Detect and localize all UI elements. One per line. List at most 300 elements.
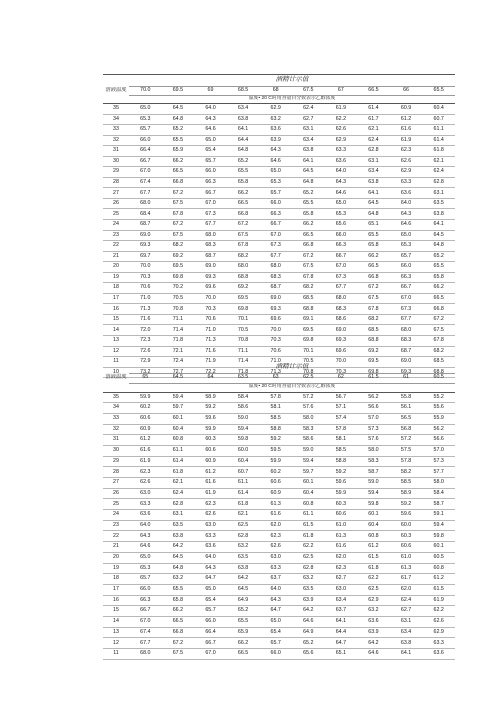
temperature-cell: 23 [103,230,129,241]
value-cell: 70.5 [292,357,325,368]
value-cell: 60.1 [422,542,455,553]
value-cell: 61.5 [422,584,455,595]
value-cell: 66.7 [259,220,292,231]
value-cell: 64.5 [292,167,325,178]
value-cell: 61.7 [390,574,423,585]
value-cell: 64.0 [194,104,227,115]
value-cell: 65.4 [194,595,227,606]
value-cell: 66.8 [162,627,195,638]
value-cell: 60.0 [227,445,260,456]
value-cell: 67.7 [325,283,358,294]
column-header: 64.5 [162,373,195,383]
value-cell: 70.6 [259,346,292,357]
value-cell: 68.3 [259,272,292,283]
value-cell: 65.4 [259,627,292,638]
value-cell: 62.9 [325,135,358,146]
value-cell: 60.7 [422,114,455,125]
value-cell: 61.3 [390,563,423,574]
value-cell: 66.5 [292,230,325,241]
value-cell: 66.3 [194,177,227,188]
value-cell: 63.6 [390,188,423,199]
value-cell: 63.9 [292,595,325,606]
value-cell: 61.2 [194,467,227,478]
value-cell: 68.8 [227,272,260,283]
value-cell: 69.3 [259,304,292,315]
value-cell: 61.4 [227,488,260,499]
value-cell: 69.3 [325,336,358,347]
value-cell: 59.6 [325,478,358,489]
temperature-cell: 29 [103,167,129,178]
value-cell: 70.1 [292,346,325,357]
value-cell: 69.2 [162,251,195,262]
column-header: 66.5 [357,87,390,96]
temperature-cell: 13 [103,336,129,347]
value-cell: 59.6 [194,413,227,424]
value-cell: 60.4 [292,488,325,499]
value-cell: 62.0 [325,552,358,563]
value-cell: 65.2 [292,638,325,649]
value-cell: 60.2 [259,467,292,478]
value-cell: 56.7 [325,392,358,403]
table-row [103,392,455,403]
column-header: 70.0 [129,87,162,96]
temperature-cell: 17 [103,584,129,595]
value-cell: 62.9 [357,595,390,606]
value-cell: 65.3 [129,114,162,125]
value-cell: 71.4 [227,357,260,368]
value-cell: 65.8 [422,272,455,283]
table-row [103,272,455,283]
value-cell: 62.8 [292,563,325,574]
value-cell: 69.3 [194,272,227,283]
value-cell: 64.3 [390,209,423,220]
table-row [103,542,455,553]
value-cell: 61.1 [422,125,455,136]
value-cell: 62.4 [292,104,325,115]
value-cell: 62.2 [422,606,455,617]
table-title-row [103,75,455,87]
temperature-cell: 19 [103,272,129,283]
value-cell: 67.3 [259,241,292,252]
value-cell: 73.2 [129,367,162,378]
temperature-cell: 18 [103,283,129,294]
value-cell: 67.5 [162,230,195,241]
value-cell: 62.6 [422,616,455,627]
value-cell: 68.0 [259,262,292,273]
value-cell: 62.5 [357,584,390,595]
temperature-cell: 35 [103,104,129,115]
value-cell: 59.1 [422,510,455,521]
temperature-cell: 30 [103,445,129,456]
value-cell: 62.1 [422,156,455,167]
temperature-cell: 24 [103,510,129,521]
table-row [103,114,455,125]
table-row [103,262,455,273]
table-row [103,230,455,241]
value-cell: 67.5 [162,198,195,209]
value-cell: 65.5 [422,262,455,273]
value-cell: 69.1 [292,314,325,325]
value-cell: 61.2 [357,542,390,553]
table-row [103,627,455,638]
table-row [103,146,455,157]
value-cell: 67.7 [194,220,227,231]
table-row [103,445,455,456]
value-cell: 64.8 [162,114,195,125]
value-cell: 68.5 [422,357,455,368]
value-cell: 63.4 [357,167,390,178]
table-row [103,616,455,627]
value-cell: 68.2 [162,241,195,252]
value-cell: 60.9 [259,488,292,499]
value-cell: 71.1 [227,346,260,357]
value-cell: 69.2 [227,283,260,294]
value-cell: 61.6 [194,478,227,489]
value-cell: 66.0 [194,167,227,178]
value-cell: 58.3 [292,424,325,435]
value-cell: 61.9 [194,488,227,499]
value-cell: 64.9 [227,595,260,606]
column-header: 68.5 [227,87,260,96]
value-cell: 67.2 [162,220,195,231]
value-cell: 65.5 [162,135,195,146]
table-row [103,467,455,478]
value-cell: 61.0 [325,520,358,531]
value-cell: 62.6 [194,510,227,521]
value-cell: 68.3 [325,304,358,315]
value-cell: 59.0 [227,413,260,424]
value-cell: 65.8 [162,595,195,606]
temperature-cell: 22 [103,531,129,542]
column-header-row [103,373,455,383]
value-cell: 64.5 [422,230,455,241]
table-row [103,563,455,574]
temperature-cell: 14 [103,616,129,627]
value-cell: 64.3 [325,177,358,188]
column-header: 61 [390,373,423,383]
value-cell: 64.8 [357,209,390,220]
table-row [103,293,455,304]
table-row [103,456,455,467]
value-cell: 64.8 [162,563,195,574]
value-cell: 61.4 [162,456,195,467]
value-cell: 67.4 [129,627,162,638]
value-cell: 60.3 [194,435,227,446]
value-cell: 63.1 [357,156,390,167]
value-cell: 62.1 [357,125,390,136]
value-cell: 63.5 [227,552,260,563]
value-cell: 58.0 [357,445,390,456]
value-cell: 61.3 [259,499,292,510]
table-row [103,283,455,294]
value-cell: 71.8 [227,367,260,378]
value-cell: 72.0 [129,325,162,336]
temperature-cell: 26 [103,198,129,209]
value-cell: 64.5 [162,104,195,115]
value-cell: 57.4 [325,413,358,424]
value-cell: 66.8 [292,241,325,252]
value-cell: 64.5 [357,198,390,209]
value-cell: 68.0 [227,262,260,273]
value-cell: 63.2 [292,574,325,585]
temperature-cell: 18 [103,574,129,585]
value-cell: 60.4 [227,456,260,467]
value-cell: 68.0 [194,230,227,241]
value-cell: 60.2 [129,403,162,414]
value-cell: 57.6 [292,403,325,414]
value-cell: 58.7 [357,467,390,478]
value-cell: 61.7 [357,114,390,125]
value-cell: 65.3 [259,177,292,188]
value-cell: 64.1 [357,188,390,199]
value-cell: 64.8 [422,241,455,252]
value-cell: 63.5 [162,520,195,531]
value-cell: 57.3 [422,456,455,467]
value-cell: 59.8 [357,499,390,510]
temperature-cell: 19 [103,563,129,574]
value-cell: 71.0 [129,293,162,304]
table-row [103,104,455,115]
table-row [103,574,455,585]
value-cell: 62.6 [129,478,162,489]
value-cell: 55.9 [422,413,455,424]
value-cell: 66.4 [129,146,162,157]
value-cell: 63.3 [325,146,358,157]
value-cell: 65.3 [390,241,423,252]
temperature-cell: 20 [103,262,129,273]
value-cell: 59.2 [194,403,227,414]
value-cell: 58.6 [227,403,260,414]
value-cell: 72.7 [162,367,195,378]
table-row [103,209,455,220]
temperature-cell: 28 [103,177,129,188]
value-cell: 59.2 [325,467,358,478]
value-cell: 64.1 [292,156,325,167]
value-cell: 66.5 [357,262,390,273]
value-cell: 64.3 [259,146,292,157]
value-cell: 58.7 [422,499,455,510]
temperature-cell: 12 [103,638,129,649]
value-cell: 60.6 [325,510,358,521]
value-cell: 57.2 [292,392,325,403]
table-title-row [103,363,455,373]
value-cell: 58.8 [325,456,358,467]
value-cell: 66.0 [259,198,292,209]
value-cell: 58.0 [422,478,455,489]
value-cell: 60.1 [292,478,325,489]
temperature-cell: 28 [103,467,129,478]
value-cell: 67.5 [227,230,260,241]
value-cell: 59.8 [227,435,260,446]
value-cell: 66.8 [357,272,390,283]
value-cell: 67.0 [194,198,227,209]
table-row [103,606,455,617]
value-cell: 62.4 [162,488,195,499]
value-cell: 57.1 [325,403,358,414]
value-cell: 66.2 [162,606,195,617]
value-cell: 68.2 [227,251,260,262]
value-cell: 60.8 [357,531,390,542]
value-cell: 59.4 [357,488,390,499]
value-cell: 61.4 [357,104,390,115]
value-cell: 69.5 [292,325,325,336]
value-cell: 58.4 [422,488,455,499]
value-cell: 64.7 [194,574,227,585]
value-cell: 65.5 [227,616,260,627]
value-cell: 63.2 [227,542,260,553]
value-cell: 61.6 [129,445,162,456]
value-cell: 62.3 [325,563,358,574]
value-cell: 65.0 [194,584,227,595]
value-cell: 65.0 [259,616,292,627]
value-cell: 68.7 [390,346,423,357]
value-cell: 64.5 [227,584,260,595]
value-cell: 63.8 [357,177,390,188]
value-cell: 70.5 [227,325,260,336]
value-cell: 61.8 [422,146,455,157]
value-cell: 69.5 [162,262,195,273]
value-cell: 68.2 [292,283,325,294]
value-cell: 62.4 [390,595,423,606]
temperature-cell: 21 [103,251,129,262]
value-cell: 63.4 [325,595,358,606]
value-cell: 57.2 [390,435,423,446]
value-cell: 58.5 [390,478,423,489]
value-cell: 64.1 [227,125,260,136]
temperature-cell: 25 [103,209,129,220]
value-cell: 70.2 [162,283,195,294]
value-cell: 68.0 [325,293,358,304]
table-row [103,188,455,199]
value-cell: 72.9 [129,357,162,368]
value-cell: 56.2 [422,424,455,435]
value-cell: 66.8 [422,304,455,315]
value-cell: 65.0 [129,104,162,115]
value-cell: 64.8 [227,146,260,157]
value-cell: 62.8 [162,499,195,510]
value-cell: 57.0 [422,445,455,456]
value-cell: 71.3 [194,336,227,347]
value-cell: 63.6 [194,542,227,553]
value-cell: 65.3 [325,209,358,220]
value-cell: 64.5 [162,552,195,563]
table-row [103,435,455,446]
value-cell: 71.4 [162,325,195,336]
value-cell: 69.5 [357,357,390,368]
column-header: 69.5 [162,87,195,96]
value-cell: 58.8 [259,424,292,435]
value-cell: 61.9 [325,104,358,115]
value-cell: 63.2 [259,114,292,125]
value-cell: 61.3 [325,531,358,542]
value-cell: 68.8 [357,336,390,347]
value-cell: 65.1 [325,649,358,660]
value-cell: 62.3 [390,146,423,157]
value-cell: 72.3 [129,336,162,347]
value-cell: 71.3 [259,367,292,378]
value-cell: 55.8 [390,392,423,403]
value-cell: 71.6 [129,314,162,325]
value-cell: 70.0 [259,325,292,336]
value-cell: 65.2 [292,188,325,199]
value-cell: 68.0 [129,649,162,660]
value-cell: 60.6 [194,445,227,456]
value-cell: 68.7 [194,251,227,262]
value-cell: 62.0 [259,520,292,531]
value-cell: 62.2 [325,114,358,125]
temperature-cell: 27 [103,478,129,489]
value-cell: 62.4 [422,167,455,178]
value-cell: 60.8 [162,435,195,446]
value-cell: 65.3 [129,563,162,574]
column-header: 62.5 [292,373,325,383]
value-cell: 61.9 [422,595,455,606]
value-cell: 69.0 [129,230,162,241]
value-cell: 70.0 [194,293,227,304]
value-cell: 64.0 [259,584,292,595]
temperature-cell: 30 [103,156,129,167]
value-cell: 67.8 [292,272,325,283]
value-cell: 62.4 [357,135,390,146]
value-cell: 67.3 [194,209,227,220]
value-cell: 64.6 [129,542,162,553]
value-cell: 67.0 [390,293,423,304]
value-cell: 67.2 [292,251,325,262]
value-cell: 63.9 [357,627,390,638]
temperature-cell: 34 [103,403,129,414]
value-cell: 67.0 [325,262,358,273]
value-cell: 67.5 [422,325,455,336]
value-cell: 62.7 [390,606,423,617]
value-cell: 67.2 [422,314,455,325]
value-cell: 70.6 [194,314,227,325]
table-row [103,220,455,231]
value-cell: 62.9 [259,104,292,115]
temperature-cell: 16 [103,595,129,606]
temperature-cell: 35 [103,392,129,403]
value-cell: 63.6 [357,616,390,627]
subtitle-spacer [103,96,129,104]
value-cell: 61.1 [162,445,195,456]
value-cell: 66.7 [325,251,358,262]
table-row [103,251,455,262]
value-cell: 59.2 [259,435,292,446]
value-cell: 62.6 [390,156,423,167]
temperature-cell: 21 [103,542,129,553]
value-cell: 64.6 [194,125,227,136]
value-cell: 64.9 [292,627,325,638]
value-cell: 64.0 [194,552,227,563]
value-cell: 63.4 [292,135,325,146]
value-cell: 58.9 [194,392,227,403]
temperature-cell: 10 [103,367,129,378]
value-cell: 60.1 [357,510,390,521]
value-cell: 65.5 [162,584,195,595]
value-cell: 60.6 [129,413,162,424]
value-cell: 66.0 [129,584,162,595]
value-cell: 69.7 [129,251,162,262]
value-cell: 68.8 [422,367,455,378]
value-cell: 64.7 [325,638,358,649]
value-cell: 62.5 [292,552,325,563]
value-cell: 63.1 [422,188,455,199]
value-cell: 67.0 [194,649,227,660]
value-cell: 68.5 [357,325,390,336]
value-cell: 63.4 [390,627,423,638]
value-cell: 63.3 [390,177,423,188]
value-cell: 70.0 [325,357,358,368]
value-cell: 59.4 [292,456,325,467]
